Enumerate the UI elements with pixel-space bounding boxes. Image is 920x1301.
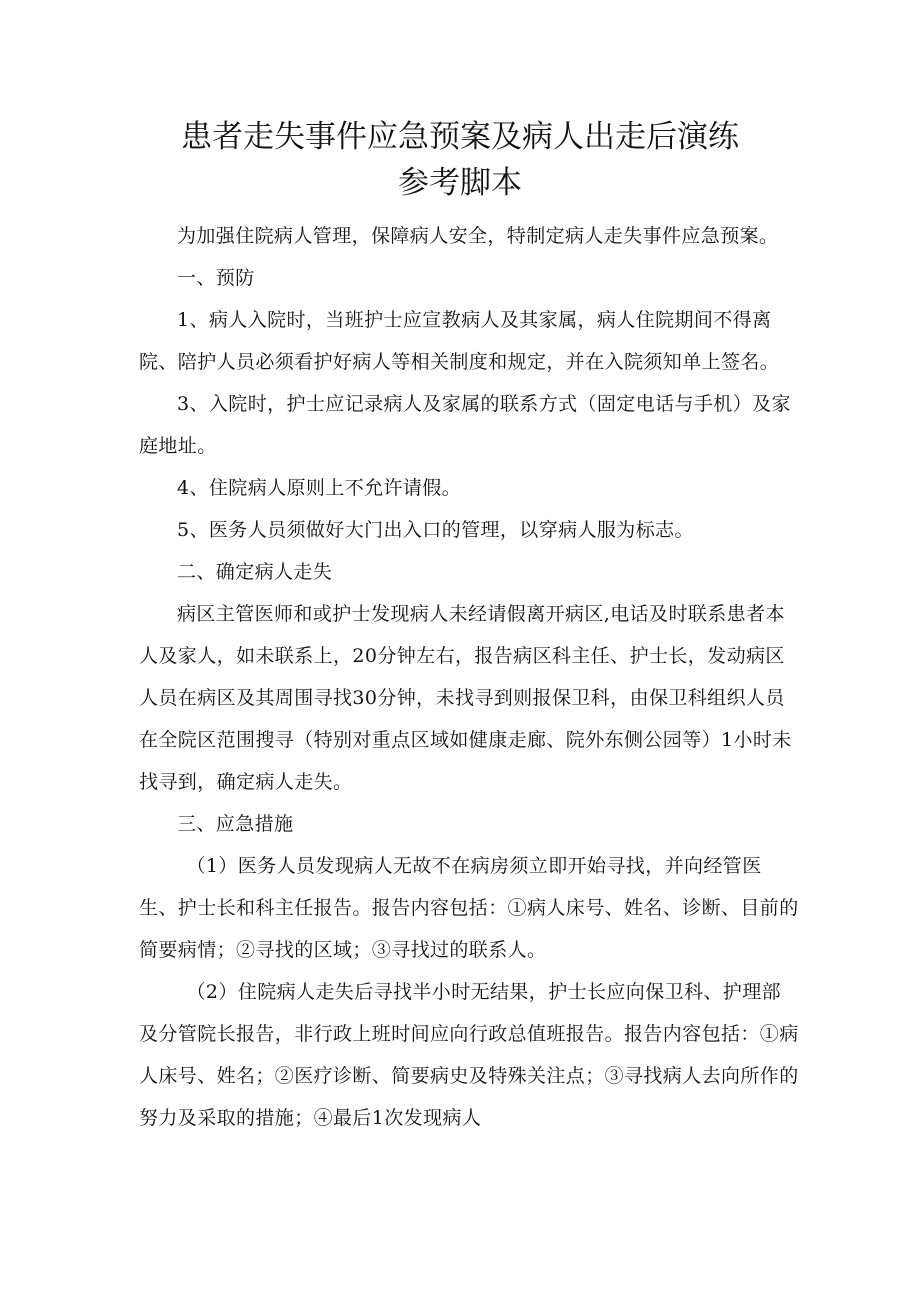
intro-paragraph: 为加强住院病人管理，保障病人安全，特制定病人走失事件应急预案。 (177, 225, 779, 247)
document-title-line-2: 参考脚本 (398, 165, 522, 201)
list-item-4: 4、住院病人原则上不允许请假。 (177, 477, 462, 499)
section-heading-prevention: 一、预防 (177, 267, 255, 289)
document-body (139, 215, 799, 1139)
list-item-5: 5、医务人员须做好大门出入口的管理，以穿病人服为标志。 (177, 519, 694, 541)
confirm-paragraph: 病区主管医师和或护士发现病人未经请假离开病区,电话及时联系患者本人及家人，如未联系上，20分钟左右，报告病区科主任、护士长，发动病区人员在病区及其周围寻找30分钟，未找寻到则报保卫科，由保卫科组织人员在全院区范围搜寻（特别对重点区域如健康走廊、院外东侧公园等）1小时未找寻到，确定病人走失。 (139, 603, 792, 793)
list-item-3: 3、入院时，护士应记录病人及家属的联系方式（固定电话与手机）及家庭地址。 (139, 393, 791, 457)
document-title-line-1: 患者走失事件应急预案及病人出走后演练 (181, 119, 739, 155)
section-heading-emergency: 三、应急措施 (177, 813, 294, 835)
section-heading-confirm: 二、确定病人走失 (177, 561, 333, 583)
emergency-item-2: （2）住院病人走失后寻找半小时无结果，护士长应向保卫科、护理部及分管院长报告，非行政上班时间应向行政总值班报告。报告内容包括：①病人床号、姓名；②医疗诊断、简要病史及特殊关注点；③寻找病人去向所作的努力及采取的措施；④最后1次发现病人 (139, 981, 799, 1129)
emergency-item-1: （1）医务人员发现病人无故不在病房须立即开始寻找，并向经管医生、护士长和科主任报告。报告内容包括：①病人床号、姓名、诊断、目前的简要病情；②寻找的区域；③寻找过的联系人。 (139, 855, 799, 961)
list-item-1: 1、病人入院时，当班护士应宣教病人及其家属，病人住院期间不得离院、陪护人员必须看护好病人等相关制度和规定，并在入院须知单上签名。 (139, 309, 780, 373)
